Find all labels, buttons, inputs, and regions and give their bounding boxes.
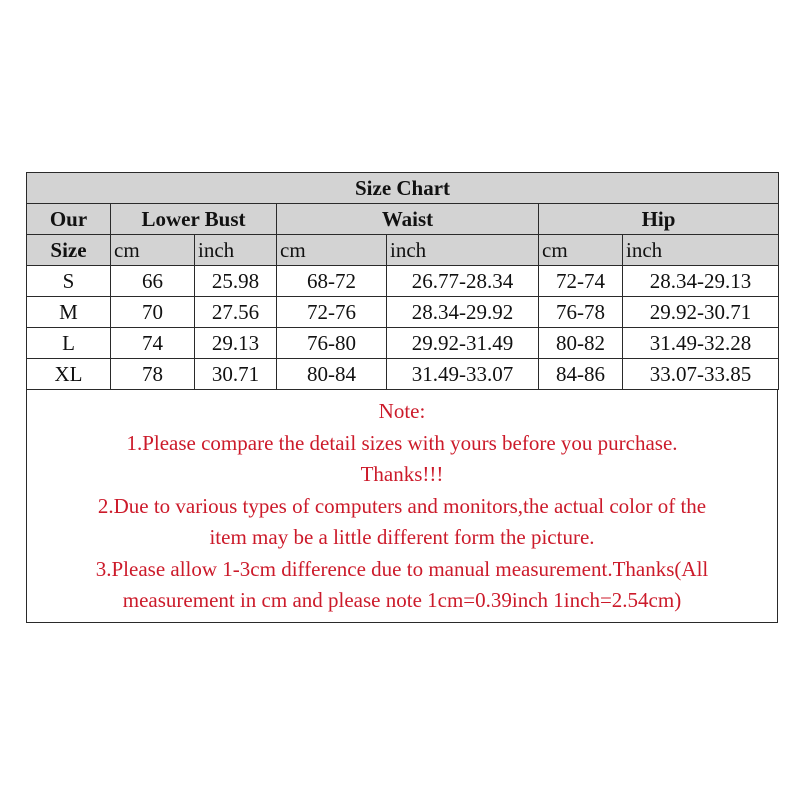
- note-line: 2.Due to various types of computers and monitors,the actual color of the: [97, 493, 707, 518]
- note-line: 1.Please compare the detail sizes with yours before you purchase.: [126, 430, 678, 455]
- cell-waist-inch: 28.34-29.92: [387, 297, 539, 328]
- note-line: item may be a little different form the picture.: [209, 525, 595, 549]
- note-line: Thanks!!!: [360, 462, 444, 486]
- cell-size: M: [27, 297, 111, 328]
- cell-hip-cm: 76-78: [539, 297, 623, 328]
- note-box: [26, 390, 778, 623]
- note-heading: Note:: [378, 399, 426, 423]
- cell-waist-cm: 72-76: [277, 297, 387, 328]
- unit-waist-inch: inch: [387, 235, 539, 266]
- cell-bust-cm: 70: [111, 297, 195, 328]
- cell-hip-inch: 33.07-33.85: [623, 359, 779, 390]
- cell-waist-cm: 80-84: [277, 359, 387, 390]
- header-lower-bust: Lower Bust: [111, 204, 277, 235]
- table-row: [27, 297, 779, 328]
- cell-waist-inch: 26.77-28.34: [387, 266, 539, 297]
- cell-size: S: [27, 266, 111, 297]
- unit-bust-cm: cm: [111, 235, 195, 266]
- cell-hip-cm: 72-74: [539, 266, 623, 297]
- cell-hip-inch: 31.49-32.28: [623, 328, 779, 359]
- size-header-line1: Our: [27, 204, 111, 235]
- cell-waist-cm: 68-72: [277, 266, 387, 297]
- size-header-line2: Size: [27, 235, 111, 266]
- cell-bust-inch: 27.56: [195, 297, 277, 328]
- unit-hip-cm: cm: [539, 235, 623, 266]
- note-line: 3.Please allow 1-3cm difference due to manual measurement.Thanks(All: [95, 556, 709, 581]
- table-title: Size Chart: [27, 173, 779, 204]
- unit-bust-inch: inch: [195, 235, 277, 266]
- table-row: [27, 328, 779, 359]
- cell-bust-inch: 29.13: [195, 328, 277, 359]
- size-chart: [26, 172, 778, 623]
- unit-waist-cm: cm: [277, 235, 387, 266]
- cell-waist-cm: 76-80: [277, 328, 387, 359]
- cell-size: XL: [27, 359, 111, 390]
- cell-bust-cm: 74: [111, 328, 195, 359]
- unit-hip-inch: inch: [623, 235, 779, 266]
- cell-waist-inch: 29.92-31.49: [387, 328, 539, 359]
- cell-hip-cm: 80-82: [539, 328, 623, 359]
- table-row: [27, 266, 779, 297]
- cell-bust-inch: 30.71: [195, 359, 277, 390]
- note-line: measurement in cm and please note 1cm=0.39inch 1inch=2.54cm): [122, 588, 682, 612]
- cell-bust-inch: 25.98: [195, 266, 277, 297]
- cell-bust-cm: 66: [111, 266, 195, 297]
- header-waist: Waist: [277, 204, 539, 235]
- cell-hip-inch: 28.34-29.13: [623, 266, 779, 297]
- cell-hip-cm: 84-86: [539, 359, 623, 390]
- header-hip: Hip: [539, 204, 779, 235]
- table-row: [27, 359, 779, 390]
- size-table: [26, 172, 779, 390]
- cell-waist-inch: 31.49-33.07: [387, 359, 539, 390]
- cell-hip-inch: 29.92-30.71: [623, 297, 779, 328]
- cell-size: L: [27, 328, 111, 359]
- cell-bust-cm: 78: [111, 359, 195, 390]
